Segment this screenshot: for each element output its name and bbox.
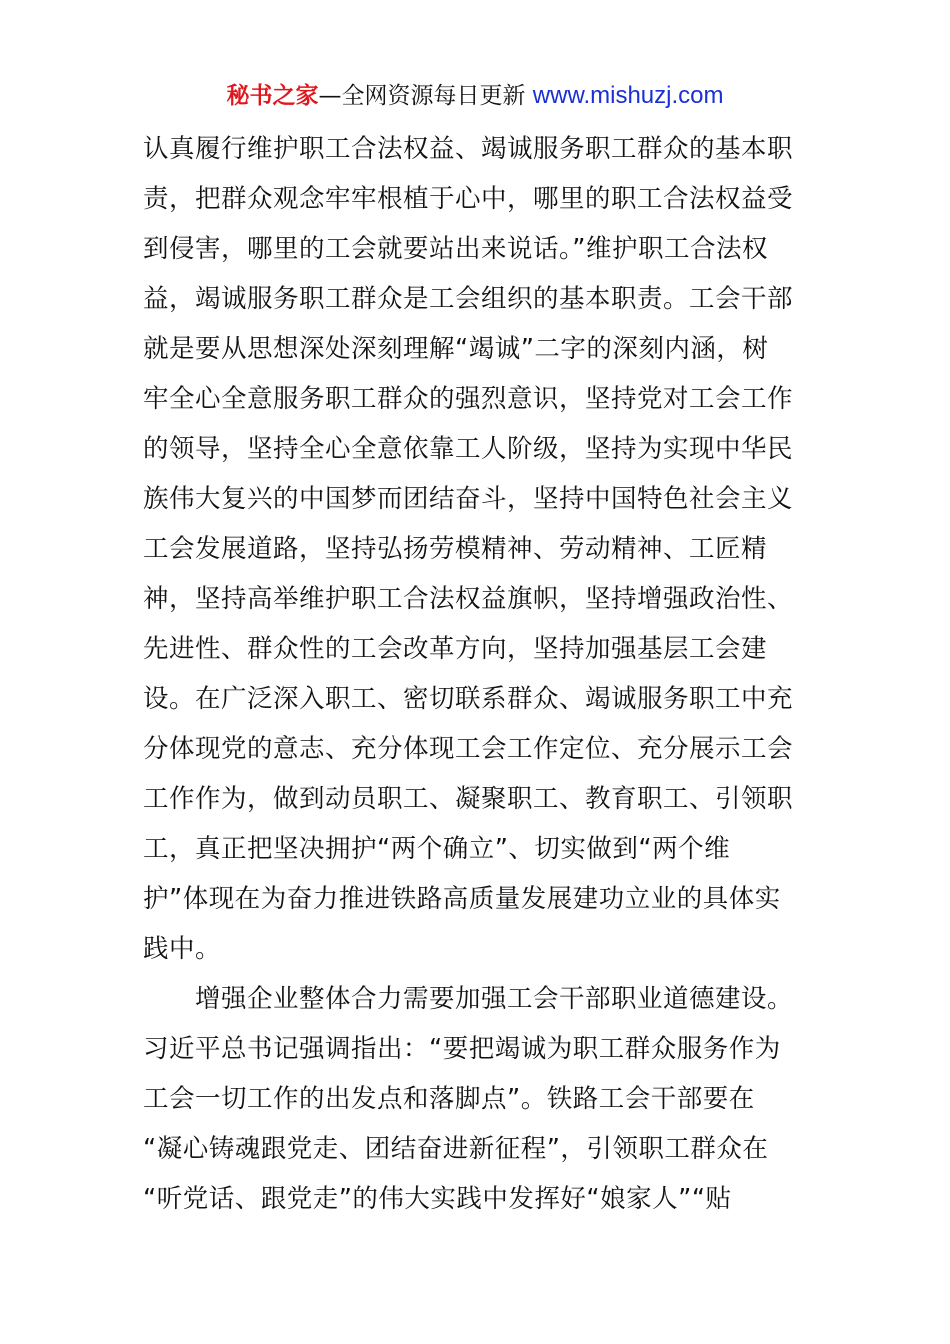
- text-line: 工会发展道路，坚持弘扬劳模精神、劳动精神、工匠精: [143, 534, 768, 564]
- website-link[interactable]: www.mishuzj.com: [532, 82, 724, 109]
- text-line: 的领导，坚持全心全意依靠工人阶级，坚持为实现中华民: [143, 434, 794, 464]
- text-line: 神，坚持高举维护职工合法权益旗帜，坚持增强政治性、: [143, 584, 794, 614]
- text-line: “凝心铸魂跟党走、团结奋进新征程”，引领职工群众在: [143, 1134, 769, 1164]
- text-line: 就是要从思想深处深刻理解“竭诚”二字的深刻内涵，树: [143, 334, 769, 364]
- paragraph-2: [143, 974, 808, 1224]
- document-body: [143, 124, 808, 1224]
- text-line: 工作作为，做到动员职工、凝聚职工、教育职工、引领职: [143, 784, 794, 814]
- page-header: [0, 80, 950, 112]
- brand-name: 秘书之家: [226, 83, 319, 109]
- text-line: 益，竭诚服务职工群众是工会组织的基本职责。工会干部: [143, 284, 794, 314]
- text-line: 责，把群众观念牢牢根植于心中，哪里的职工合法权益受: [143, 184, 794, 214]
- text-line: 践中。: [143, 934, 222, 964]
- text-line-indented: 增强企业整体合力需要加强工会干部职业道德建设。: [195, 984, 794, 1014]
- text-line: 认真履行维护职工合法权益、竭诚服务职工群众的基本职: [143, 134, 794, 164]
- text-line: “听党话、跟党走”的伟大实践中发挥好“娘家人”“贴: [143, 1184, 732, 1214]
- text-line: 习近平总书记强调指出：“要把竭诚为职工群众服务作为: [143, 1034, 781, 1064]
- text-line: 牢全心全意服务职工群众的强烈意识，坚持党对工会工作: [143, 384, 794, 414]
- text-line: 设。在广泛深入职工、密切联系群众、竭诚服务职工中充: [143, 684, 794, 714]
- text-line: 工，真正把坚决拥护“两个确立”、切实做到“两个维: [143, 834, 731, 864]
- text-line: 先进性、群众性的工会改革方向，坚持加强基层工会建: [143, 634, 768, 664]
- text-line: 到侵害，哪里的工会就要站出来说话。”维护职工合法权: [143, 234, 768, 264]
- text-line: 族伟大复兴的中国梦而团结奋斗，坚持中国特色社会主义: [143, 484, 794, 514]
- text-line: 分体现党的意志、充分体现工会工作定位、充分展示工会: [143, 734, 794, 764]
- paragraph-1: [143, 124, 808, 974]
- text-line: 护”体现在为奋力推进铁路高质量发展建功立业的具体实: [143, 884, 781, 914]
- header-tagline: —全网资源每日更新: [318, 83, 533, 109]
- text-line: 工会一切工作的出发点和落脚点”。铁路工会干部要在: [143, 1084, 755, 1114]
